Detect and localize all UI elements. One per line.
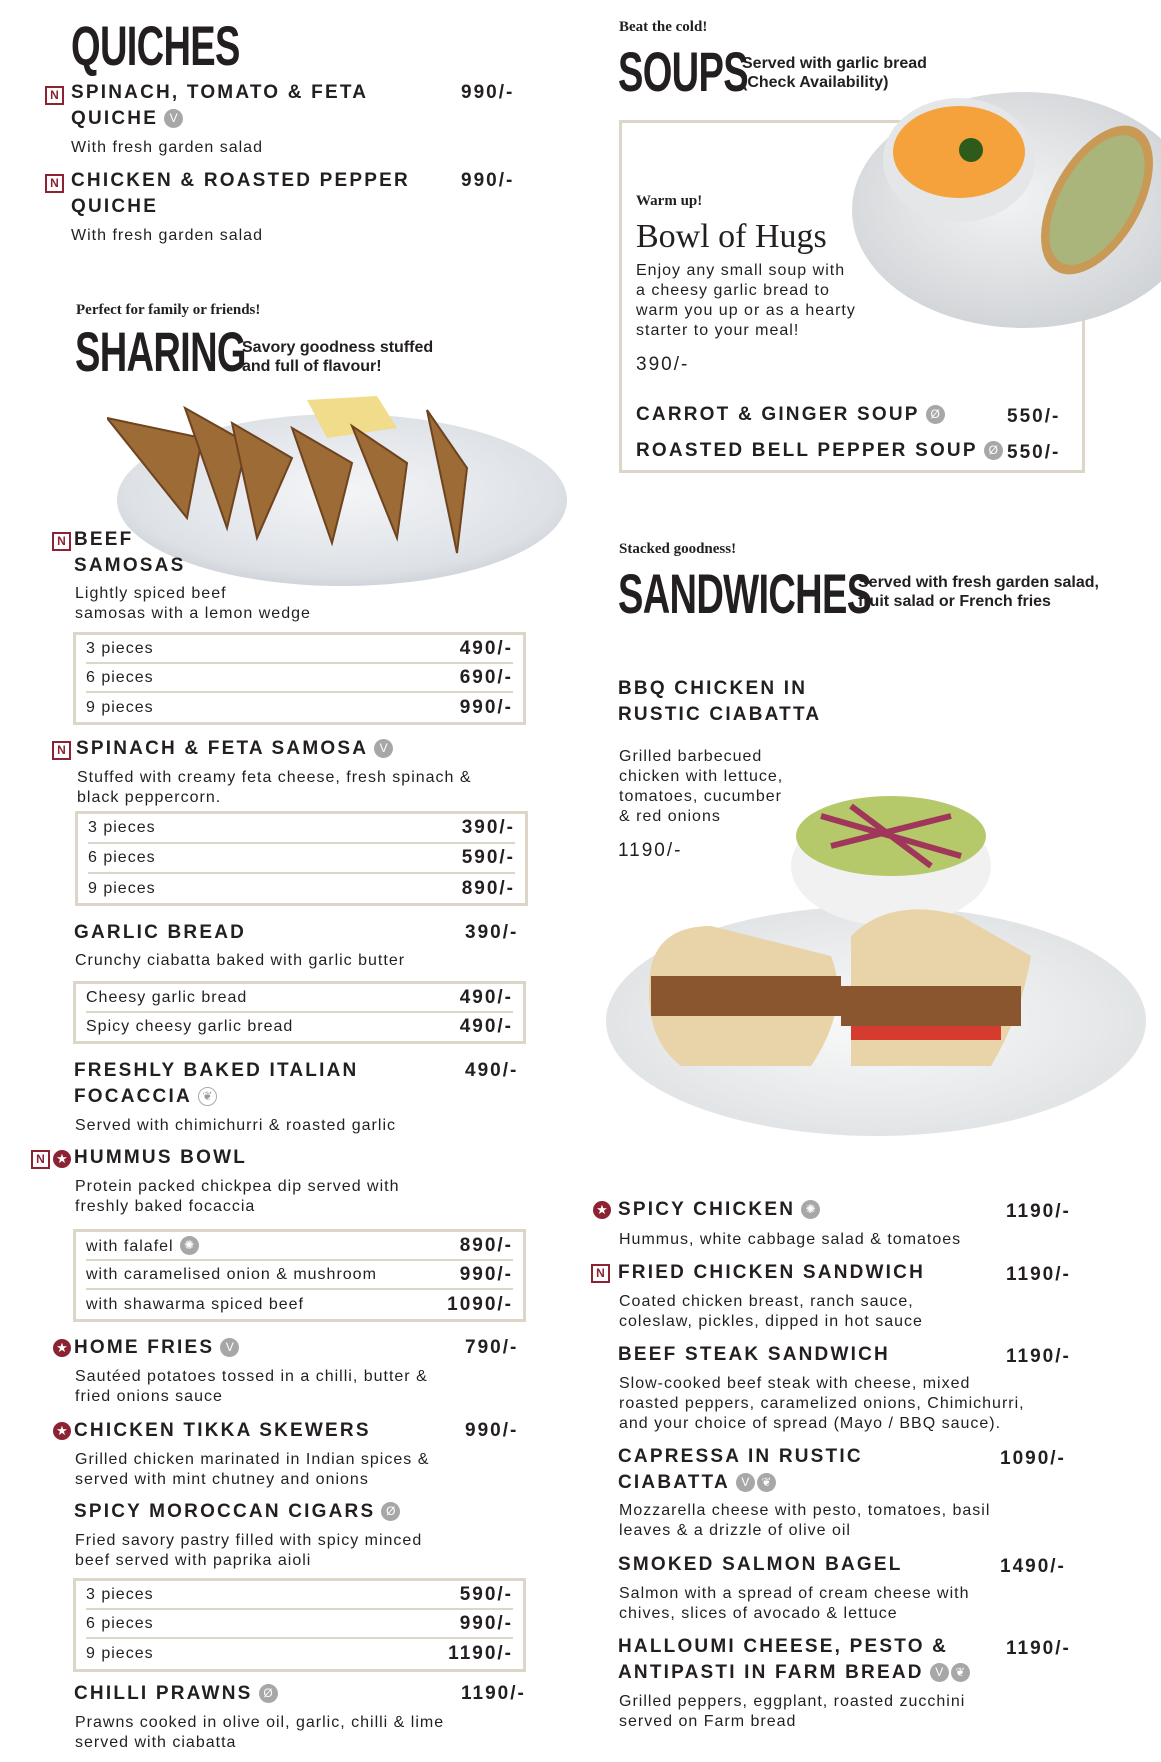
item-desc: freshly baked focaccia: [75, 1198, 256, 1215]
option-price: 390/-: [461, 817, 515, 838]
option-row: [86, 664, 513, 693]
option-label: 6 pieces: [86, 1614, 154, 1632]
option-row: [86, 693, 513, 722]
item-name-text: ROASTED BELL PEPPER SOUP: [636, 440, 978, 461]
item-desc: roasted peppers, caramelized onions, Chimichurri,: [619, 1395, 1025, 1412]
option-price: 490/-: [459, 1016, 513, 1037]
option-price: 990/-: [459, 1263, 513, 1285]
item-name: CAPRESSA IN RUSTIC: [618, 1446, 863, 1467]
item-desc: samosas with a lemon wedge: [75, 605, 311, 622]
nuts-icon: N: [31, 1150, 50, 1169]
item-desc: served with ciabatta: [75, 1734, 237, 1751]
vegetarian-icon: V: [164, 109, 183, 128]
item-price: 550/-: [1007, 442, 1061, 463]
item-desc: Served with chimichurri & roasted garlic: [75, 1117, 396, 1134]
option-label: 9 pieces: [88, 879, 156, 897]
vegan-icon: ❦: [198, 1087, 217, 1106]
option-label: 3 pieces: [86, 639, 154, 657]
item-desc: Mozzarella cheese with pesto, tomatoes, basil: [619, 1502, 991, 1519]
option-price: 990/-: [459, 1612, 513, 1634]
item-name-line2: RUSTIC CIABATTA: [618, 704, 822, 725]
option-row: [88, 874, 515, 903]
soups-subtitle: (Check Availability): [742, 74, 889, 91]
item-desc: Grilled chicken marinated in Indian spices &: [75, 1451, 430, 1468]
item-name: [618, 1197, 820, 1223]
item-name-line2: ANTIPASTI IN FARM BREAD: [618, 1662, 924, 1683]
sharing-title: SHARING: [75, 320, 246, 383]
promo-tagline: Warm up!: [636, 193, 703, 209]
option-price: 1090/-: [447, 1293, 513, 1315]
nuts-icon: N: [52, 741, 71, 760]
option-label: 3 pieces: [88, 819, 156, 836]
item-price: 990/-: [461, 82, 515, 103]
item-desc: and your choice of spread (Mayo / BBQ sauce).: [619, 1415, 1002, 1432]
option-row: [86, 984, 513, 1013]
signature-star-icon: ★: [53, 1150, 71, 1168]
item-price: 1190/-: [1006, 1201, 1071, 1222]
item-name: HUMMUS BOWL: [74, 1147, 248, 1168]
promo-desc: warm you up or as a hearty: [636, 302, 856, 319]
option-price: 490/-: [459, 637, 513, 659]
promo-title: Bowl of Hugs: [636, 218, 827, 255]
option-row: [86, 1013, 513, 1041]
item-name: [76, 736, 393, 762]
option-label: with shawarma spiced beef: [86, 1295, 304, 1313]
item-price: 550/-: [1007, 406, 1061, 427]
item-desc: Hummus, white cabbage salad & tomatoes: [619, 1231, 962, 1248]
option-row: [86, 635, 513, 664]
nuts-icon: N: [45, 86, 64, 105]
item-name: BBQ CHICKEN IN: [618, 678, 808, 699]
item-name: GARLIC BREAD: [74, 922, 247, 943]
sandwiches-subtitle: fruit salad or French fries: [858, 593, 1051, 610]
item-desc: Grilled peppers, eggplant, roasted zucchini: [619, 1693, 966, 1710]
item-name-line2: SAMOSAS: [74, 555, 186, 576]
item-price: 1190/-: [618, 840, 683, 861]
option-price: 1190/-: [448, 1642, 513, 1664]
item-desc: & red onions: [619, 808, 721, 825]
gluten-free-icon: Ø: [259, 1684, 278, 1703]
item-price: 1190/-: [461, 1683, 526, 1704]
option-row: [86, 1261, 513, 1290]
item-name-text: SPINACH & FETA SAMOSA: [76, 738, 369, 759]
option-label: Cheesy garlic bread: [86, 988, 248, 1006]
item-desc: black peppercorn.: [77, 789, 222, 806]
chickpea-icon: ✺: [801, 1200, 820, 1219]
item-name: [74, 1084, 217, 1110]
promo-price: 390/-: [636, 354, 690, 375]
item-name: [74, 1335, 239, 1361]
item-desc: Coated chicken breast, ranch sauce,: [619, 1293, 914, 1310]
item-desc: Fried savory pastry filled with spicy minced: [75, 1532, 423, 1549]
item-name: [71, 106, 183, 132]
item-desc: With fresh garden salad: [71, 227, 263, 244]
item-price: 1190/-: [1006, 1638, 1071, 1659]
item-name: HALLOUMI CHEESE, PESTO &: [618, 1636, 949, 1657]
item-price: 1190/-: [1006, 1264, 1071, 1285]
item-name: [618, 1470, 776, 1496]
sharing-subtitle: and full of flavour!: [242, 358, 382, 375]
item-name: BEEF STEAK SANDWICH: [618, 1344, 890, 1365]
option-row: [88, 844, 515, 874]
option-label: 6 pieces: [86, 668, 154, 686]
vegan-icon: ❦: [757, 1473, 776, 1492]
item-price: 1190/-: [1006, 1346, 1071, 1367]
option-label: [86, 1236, 199, 1256]
nuts-icon: N: [45, 174, 64, 193]
item-price: 990/-: [461, 170, 515, 191]
item-price: 1090/-: [1000, 1448, 1066, 1469]
option-label: with caramelised onion & mushroom: [86, 1265, 377, 1283]
vegan-icon: ❦: [951, 1663, 970, 1682]
promo-desc: starter to your meal!: [636, 322, 800, 339]
option-price: 590/-: [459, 1583, 513, 1605]
vegetarian-icon: V: [220, 1338, 239, 1357]
vegetarian-icon: V: [736, 1473, 755, 1492]
item-desc: leaves & a drizzle of olive oil: [619, 1522, 851, 1539]
item-desc: coleslaw, pickles, dipped in hot sauce: [619, 1313, 923, 1330]
item-name-text: SPICY CHICKEN: [618, 1199, 796, 1220]
option-label: 3 pieces: [86, 1585, 154, 1603]
vegetarian-icon: V: [930, 1663, 949, 1682]
item-name-line2: QUICHE: [71, 108, 159, 129]
item-desc: fried onions sauce: [75, 1388, 223, 1405]
item-price: 490/-: [465, 1060, 519, 1081]
item-desc: served with mint chutney and onions: [75, 1471, 369, 1488]
option-price: 890/-: [459, 1234, 513, 1256]
option-row: [86, 1610, 513, 1639]
item-price: 790/-: [465, 1337, 519, 1358]
price-options-table: [73, 632, 526, 725]
item-desc: Salmon with a spread of cream cheese with: [619, 1585, 970, 1602]
sandwiches-subtitle: Served with fresh garden salad,: [858, 574, 1099, 591]
option-label: 9 pieces: [86, 698, 154, 716]
option-price: 990/-: [459, 696, 513, 718]
price-options-table: [73, 1578, 526, 1672]
price-options-table: [73, 981, 526, 1044]
price-options-table: [73, 1229, 526, 1322]
item-name-text: CARROT & GINGER SOUP: [636, 404, 920, 425]
soups-tagline: Beat the cold!: [619, 19, 708, 35]
gluten-free-icon: Ø: [381, 1502, 400, 1521]
item-desc: beef served with paprika aioli: [75, 1552, 312, 1569]
item-name: CHICKEN TIKKA SKEWERS: [74, 1420, 371, 1441]
sandwiches-title: SANDWICHES: [618, 562, 872, 625]
item-price: 990/-: [465, 1420, 519, 1441]
option-label-text: with falafel: [86, 1237, 174, 1255]
option-price: 690/-: [459, 666, 513, 688]
gluten-free-icon: Ø: [926, 405, 945, 424]
item-name-text: SPICY MOROCCAN CIGARS: [74, 1501, 376, 1522]
item-name: CHICKEN & ROASTED PEPPER: [71, 170, 410, 191]
item-name: FRIED CHICKEN SANDWICH: [618, 1262, 926, 1283]
price-options-table: [75, 811, 528, 906]
item-name: [636, 438, 1003, 464]
item-desc: chicken with lettuce,: [619, 768, 784, 785]
option-label: 6 pieces: [88, 849, 156, 866]
item-name: FRESHLY BAKED ITALIAN: [74, 1060, 359, 1081]
option-price: 490/-: [459, 986, 513, 1008]
item-name: BEEF: [74, 529, 134, 550]
item-name-line2: QUICHE: [71, 196, 159, 217]
item-name-text: CHILLI PRAWNS: [74, 1683, 253, 1704]
soups-title: SOUPS: [618, 40, 748, 103]
option-label: Spicy cheesy garlic bread: [86, 1018, 294, 1035]
option-row: [86, 1639, 513, 1668]
item-name: [618, 1660, 970, 1686]
option-price: 890/-: [461, 877, 515, 899]
item-desc: Stuffed with creamy feta cheese, fresh spinach &: [77, 769, 472, 786]
vegetarian-icon: V: [374, 739, 393, 758]
item-name: [74, 1499, 400, 1525]
item-price: 1490/-: [1000, 1556, 1066, 1577]
soups-subtitle: Served with garlic bread: [742, 55, 927, 72]
promo-desc: Enjoy any small soup with: [636, 262, 846, 279]
item-price: 390/-: [465, 922, 519, 943]
item-name-text: HOME FRIES: [74, 1337, 215, 1358]
item-desc: tomatoes, cucumber: [619, 788, 782, 805]
gluten-free-icon: Ø: [984, 441, 1003, 460]
soup-plate-image: [849, 90, 1161, 343]
nuts-icon: N: [591, 1264, 610, 1283]
item-name-line2: CIABATTA: [618, 1472, 730, 1493]
item-desc: served on Farm bread: [619, 1713, 797, 1730]
option-price: 590/-: [461, 847, 515, 868]
item-desc: Sautéed potatoes tossed in a chilli, butter &: [75, 1368, 428, 1385]
item-name: SPINACH, TOMATO & FETA: [71, 82, 369, 103]
item-desc: Prawns cooked in olive oil, garlic, chilli & lime: [75, 1714, 445, 1731]
signature-star-icon: ★: [53, 1422, 71, 1440]
quiches-title: QUICHES: [71, 14, 240, 77]
option-row: [88, 814, 515, 844]
item-name: [74, 1681, 278, 1707]
sharing-subtitle: Savory goodness stuffed: [242, 339, 434, 356]
signature-star-icon: ★: [53, 1339, 71, 1357]
item-desc: Grilled barbecued: [619, 748, 763, 765]
item-desc: Crunchy ciabatta baked with garlic butter: [75, 952, 406, 969]
sharing-tagline: Perfect for family or friends!: [76, 302, 261, 318]
sandwich-plate-image: [601, 776, 1149, 1142]
option-row: [86, 1581, 513, 1610]
nuts-icon: N: [52, 532, 71, 551]
item-desc: Lightly spiced beef: [75, 585, 227, 602]
item-desc: Slow-cooked beef steak with cheese, mixed: [619, 1375, 971, 1392]
item-desc: Protein packed chickpea dip served with: [75, 1178, 400, 1195]
item-name-line2: FOCACCIA: [74, 1086, 192, 1107]
item-desc: chives, slices of avocado & lettuce: [619, 1605, 898, 1622]
item-name: SMOKED SALMON BAGEL: [618, 1554, 903, 1575]
signature-star-icon: ★: [593, 1201, 611, 1219]
item-desc: With fresh garden salad: [71, 139, 263, 156]
chickpea-icon: ✺: [180, 1236, 199, 1255]
option-row: [86, 1232, 513, 1261]
option-label: 9 pieces: [86, 1644, 154, 1662]
option-row: [86, 1290, 513, 1319]
promo-desc: a cheesy garlic bread to: [636, 282, 830, 299]
item-name: [636, 402, 945, 428]
sandwiches-tagline: Stacked goodness!: [619, 541, 737, 557]
